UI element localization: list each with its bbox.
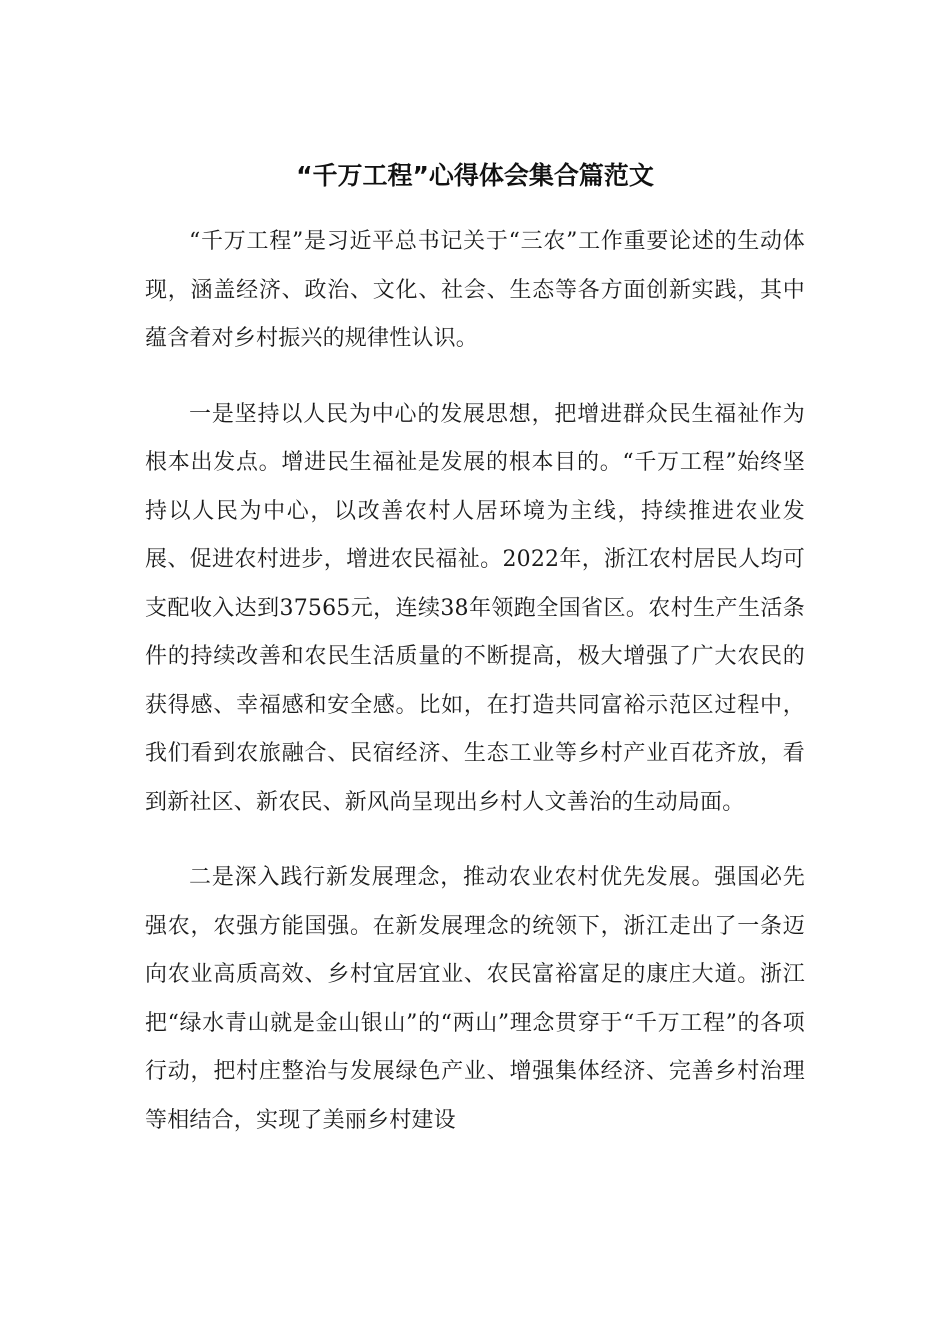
paragraph-intro: “千万工程”是习近平总书记关于“三农”工作重要论述的生动体现，涵盖经济、政治、文化、社会、生态等各方面创新实践，其中蕴含着对乡村振兴的规律性认识。: [145, 229, 805, 351]
document-title: “千万工程”心得体会集合篇范文: [296, 161, 654, 190]
paragraph-point-two: 二是深入践行新发展理念，推动农业农村优先发展。强国必先强农，农强方能国强。在新发展理念的统领下，浙江走出了一条迈向农业高质高效、乡村宜居宜业、农民富裕富足的康庄大道。浙江把“绿水青山就是金山银山”的“两山”理念贯穿于“千万工程”的各项行动，把村庄整治与发展绿色产业、增强集体经济、完善乡村治理等相结合，实现了美丽乡村建设: [145, 865, 805, 1133]
document-body: [145, 218, 805, 1172]
paragraph-point-one: 一是坚持以人民为中心的发展思想，把增进群众民生福祉作为根本出发点。增进民生福祉是发展的根本目的。“千万工程”始终坚持以人民为中心，以改善农村人居环境为主线，持续推进农业发展、促进农村进步，增进农民福祉。2022年，浙江农村居民人均可支配收入达到37565元，连续38年领跑全国省区。农村生产生活条件的持续改善和农民生活质量的不断提高，极大增强了广大农民的获得感、幸福感和安全感。比如，在打造共同富裕示范区过程中，我们看到农旅融合、民宿经济、生态工业等乡村产业百花齐放，看到新社区、新农民、新风尚呈现出乡村人文善治的生动局面。: [145, 401, 805, 815]
